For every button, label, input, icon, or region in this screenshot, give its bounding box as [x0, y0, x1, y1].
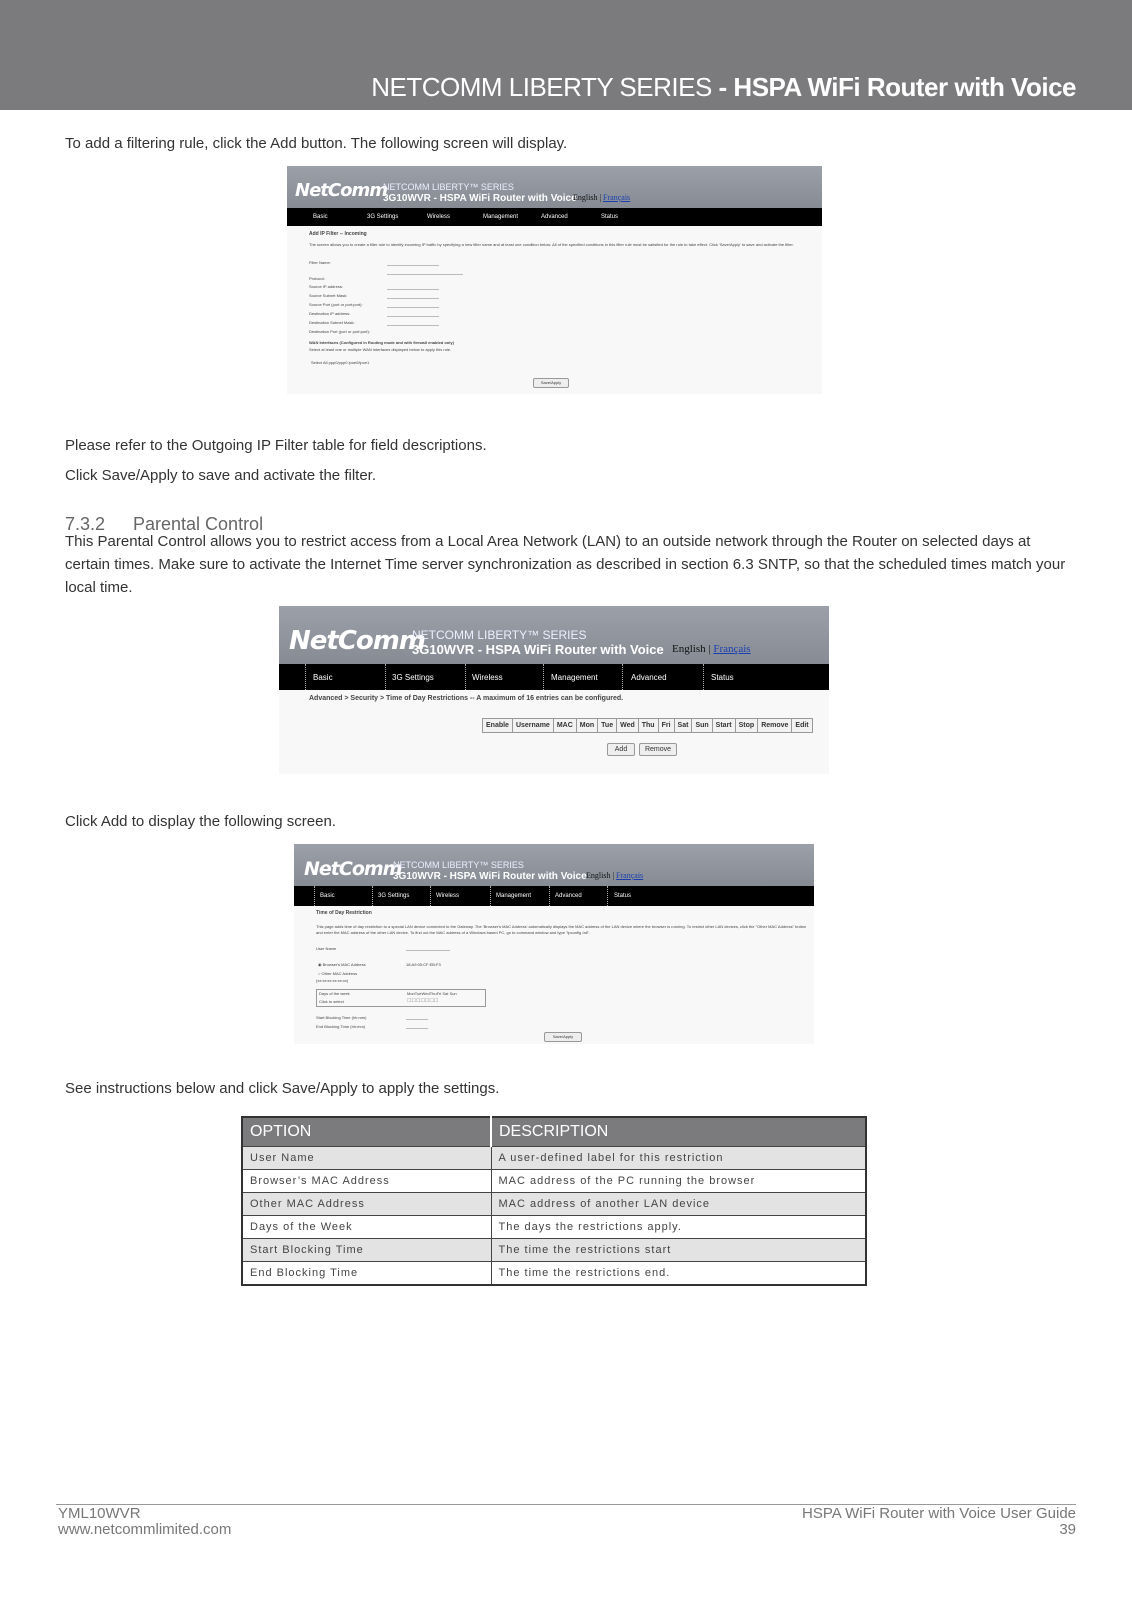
- nav-basic[interactable]: Basic: [313, 214, 328, 220]
- col-tue: Tue: [598, 719, 617, 733]
- section-number: 7.3.2: [65, 514, 106, 534]
- see-instructions-paragraph: See instructions below and click Save/Apply to apply the settings.: [65, 1080, 500, 1097]
- day-sun: Sun: [449, 991, 457, 996]
- table-row: [242, 1216, 866, 1239]
- col-mon: Mon: [576, 719, 597, 733]
- browser-mac-radio[interactable]: ◉ Browser's MAC Address: [318, 962, 366, 967]
- router-banner: [294, 844, 814, 886]
- option-cell: Days of the Week: [242, 1216, 491, 1239]
- field-src-mask: Source Subnet Mask:: [309, 293, 348, 298]
- other-mac-label: Other MAC Address: [321, 971, 358, 976]
- day-wed: Wed: [421, 991, 430, 996]
- table-header-row: [483, 719, 813, 733]
- option-cell: Browser’s MAC Address: [242, 1170, 491, 1193]
- router-series: NETCOMM LIBERTY™ SERIES: [412, 628, 587, 642]
- nav-separator: [549, 886, 550, 906]
- section-body: This Parental Control allows you to restrict access from a Local Area Network (LAN) to an outside network through the Router on selected days at certain times. Make sure to activate the Internet Time server synchronization as described in section 6.3 SNTP, so that the scheduled times match your local time.: [65, 533, 1066, 596]
- section-title: Parental Control: [133, 514, 264, 534]
- screenshot-time-of-day-form: [294, 844, 814, 1044]
- col-thu: Thu: [638, 719, 658, 733]
- start-time-input[interactable]: [406, 1019, 428, 1020]
- option-description-table: [241, 1116, 867, 1286]
- day-fri: Fri: [436, 991, 442, 996]
- description-cell: MAC address of another LAN device: [491, 1193, 866, 1216]
- nav-status[interactable]: Status: [711, 673, 734, 682]
- footer-guide-title: HSPA WiFi Router with Voice User Guide: [802, 1505, 1076, 1522]
- router-series: NETCOMM LIBERTY™ SERIES: [393, 860, 524, 870]
- col-sun: Sun: [692, 719, 712, 733]
- col-edit: Edit: [792, 719, 812, 733]
- table-row: [242, 1262, 866, 1286]
- description-cell: MAC address of the PC running the browser: [491, 1170, 866, 1193]
- lang-french[interactable]: Français: [603, 193, 631, 202]
- router-model: 3G10WVR - HSPA WiFi Router with Voice: [393, 871, 587, 882]
- nav-separator: [372, 886, 373, 906]
- option-cell: Start Blocking Time: [242, 1239, 491, 1262]
- description-cell: The time the restrictions start: [491, 1239, 866, 1262]
- col-fri: Fri: [658, 719, 674, 733]
- footer-page-number: 39: [1059, 1521, 1076, 1538]
- src-mask-input[interactable]: [387, 298, 439, 299]
- nav-advanced[interactable]: Advanced: [541, 214, 568, 220]
- mac-format-hint: (xx:xx:xx:xx:xx:xx): [316, 978, 349, 983]
- user-name-label: User Name: [316, 946, 337, 951]
- table-row: [242, 1147, 866, 1170]
- nav-separator: [465, 664, 466, 690]
- wan-subtext: Select at least one or multiple WAN interfaces displayed below to apply this rule.: [309, 347, 452, 352]
- breadcrumb: Advanced > Security > Time of Day Restrictions -- A maximum of 16 entries can be configured.: [309, 695, 624, 702]
- nav-management[interactable]: Management: [496, 893, 532, 899]
- filter-description: The screen allows you to create a filter rule to identify incoming IP traffic by specifying a new filter name and at least one condition below. All of the specified conditions in this filter rule must be satisfied for the rule to take effect. Click 'Save/Apply' to save and activate the filter.: [309, 242, 794, 247]
- nav-management[interactable]: Management: [551, 673, 598, 682]
- col-mac: MAC: [553, 719, 576, 733]
- table-row: [242, 1170, 866, 1193]
- field-src-ip: Source IP address:: [309, 284, 343, 289]
- wan-heading: WAN Interfaces (Configured in Routing mode and with firewall enabled only): [309, 340, 454, 345]
- nav-3g-settings[interactable]: 3G Settings: [367, 214, 399, 220]
- page-header-band: [0, 0, 1132, 110]
- col-enable: Enable: [483, 719, 513, 733]
- dst-mask-input[interactable]: [387, 325, 439, 326]
- days-label: Days of the week: [319, 991, 350, 996]
- day-checkboxes[interactable]: ☐☐☐☐☐☐☐: [407, 998, 439, 1004]
- lang-french[interactable]: Français: [713, 643, 751, 655]
- refer-paragraph: Please refer to the Outgoing IP Filter table for field descriptions.: [65, 437, 487, 454]
- header-description: DESCRIPTION: [491, 1117, 866, 1147]
- header-product: - HSPA WiFi Router with Voice: [718, 72, 1076, 102]
- days-table: [316, 989, 486, 1007]
- lang-french[interactable]: Français: [616, 871, 644, 880]
- description-cell: A user-defined label for this restriction: [491, 1147, 866, 1170]
- table-row: [242, 1193, 866, 1216]
- option-cell: Other MAC Address: [242, 1193, 491, 1216]
- nav-basic[interactable]: Basic: [320, 893, 335, 899]
- intro-paragraph: To add a filtering rule, click the Add button. The following screen will display.: [65, 135, 568, 152]
- filter-name-input[interactable]: [387, 265, 439, 266]
- nav-wireless[interactable]: Wireless: [427, 214, 451, 220]
- router-nav: [287, 208, 822, 226]
- language-switch: [586, 871, 643, 880]
- dst-ip-input[interactable]: [387, 316, 439, 317]
- time-of-day-table: [482, 718, 813, 733]
- nav-3g-settings[interactable]: 3G Settings: [392, 673, 434, 682]
- description-cell: The days the restrictions apply.: [491, 1216, 866, 1239]
- router-banner: [287, 166, 822, 208]
- col-username: Username: [512, 719, 553, 733]
- table-header-row: [242, 1117, 866, 1147]
- lang-english[interactable]: English |: [586, 871, 615, 880]
- end-time-input[interactable]: [406, 1028, 428, 1029]
- nav-separator: [305, 664, 306, 690]
- day-thu: Thu: [429, 991, 437, 996]
- col-stop: Stop: [735, 719, 758, 733]
- user-name-input[interactable]: [406, 950, 450, 951]
- netcomm-logo: NetComm: [295, 180, 387, 201]
- nav-separator: [430, 886, 431, 906]
- nav-separator: [490, 886, 491, 906]
- nav-status[interactable]: Status: [601, 214, 619, 220]
- col-start: Start: [712, 719, 735, 733]
- save-apply-button[interactable]: Save/Apply: [544, 1032, 582, 1042]
- day-tue: Tue: [414, 991, 422, 996]
- click-add-paragraph: Click Add to display the following screen.: [65, 813, 336, 830]
- wan-checkboxes[interactable]: Select All ppp0/ppp0 ipoe0/ipoe1: [311, 360, 370, 365]
- nav-wireless[interactable]: Wireless: [436, 893, 460, 899]
- form-heading: Time of Day Restriction: [316, 910, 372, 916]
- day-mon: Mon: [407, 991, 415, 996]
- nav-wireless[interactable]: Wireless: [472, 673, 503, 682]
- click-select-label: Click to select: [319, 999, 344, 1004]
- browser-mac-label: Browser's MAC Address: [322, 962, 366, 967]
- language-switch: [672, 643, 751, 655]
- router-series: NETCOMM LIBERTY™ SERIES: [383, 182, 514, 192]
- netcomm-logo: NetComm: [304, 858, 402, 880]
- router-model: 3G10WVR - HSPA WiFi Router with Voice: [412, 642, 664, 657]
- nav-status[interactable]: Status: [614, 893, 632, 899]
- router-nav: [279, 664, 829, 690]
- col-wed: Wed: [617, 719, 639, 733]
- field-protocol: Protocol:: [309, 276, 325, 281]
- description-cell: The time the restrictions end.: [491, 1262, 866, 1286]
- remove-button[interactable]: Remove: [639, 743, 677, 756]
- protocol-select[interactable]: [387, 274, 463, 275]
- header-option: OPTION: [242, 1117, 491, 1147]
- nav-separator: [607, 886, 608, 906]
- nav-separator: [385, 664, 386, 690]
- option-cell: User Name: [242, 1147, 491, 1170]
- nav-separator: [703, 664, 704, 690]
- footer-doc-code: YML10WVR: [58, 1505, 141, 1522]
- field-dst-port: Destination Port (port or port:port):: [309, 329, 370, 334]
- nav-3g-settings[interactable]: 3G Settings: [378, 893, 410, 899]
- field-src-port: Source Port (port or port:port):: [309, 302, 363, 307]
- start-time-label: Start Blocking Time (hh:mm): [316, 1015, 367, 1020]
- nav-management[interactable]: Management: [483, 214, 519, 220]
- nav-separator: [314, 886, 315, 906]
- screenshot-time-of-day-list: [279, 606, 829, 774]
- nav-separator: [543, 664, 544, 690]
- browser-mac-value: 18:A9:05:CF:EB:F3: [406, 962, 441, 967]
- screenshot-add-ip-filter: [287, 166, 822, 394]
- src-ip-input[interactable]: [387, 289, 439, 290]
- field-dst-ip: Destination IP address:: [309, 311, 351, 316]
- router-banner: [279, 606, 829, 664]
- end-time-label: End Blocking Time (hh:mm): [316, 1024, 366, 1029]
- form-description: This page adds time of day restriction to a special LAN device connected to the Gateway. The 'Browser's MAC Address' automatically displays the MAC address of the LAN device where the browser is running. To restrict other LAN devices, click the "Other MAC Address" button and enter the MAC address of the other LAN device. To find out the MAC address of a Windows based PC, go to command window and type "ipconfig /all".: [316, 924, 807, 935]
- footer-website: www.netcommlimited.com: [58, 1521, 232, 1538]
- lang-english[interactable]: English |: [672, 643, 711, 655]
- router-model: 3G10WVR - HSPA WiFi Router with Voice: [383, 193, 577, 204]
- language-switch: [573, 193, 630, 202]
- day-sat: Sat: [442, 991, 449, 996]
- save-paragraph: Click Save/Apply to save and activate the filter.: [65, 467, 376, 484]
- col-sat: Sat: [674, 719, 692, 733]
- field-filter-name: Filter Name:: [309, 260, 331, 265]
- table-row: [242, 1239, 866, 1262]
- days-header: [407, 991, 457, 996]
- field-dst-mask: Destination Subnet Mask:: [309, 320, 355, 325]
- lang-english[interactable]: English |: [573, 193, 602, 202]
- nav-basic[interactable]: Basic: [313, 673, 333, 682]
- nav-advanced[interactable]: Advanced: [631, 673, 667, 682]
- save-apply-button[interactable]: Save/Apply: [533, 378, 569, 388]
- nav-separator: [622, 664, 623, 690]
- filter-heading: Add IP Filter -- Incoming: [309, 231, 367, 237]
- nav-advanced[interactable]: Advanced: [555, 893, 582, 899]
- col-remove: Remove: [758, 719, 792, 733]
- other-mac-radio[interactable]: ○ Other MAC Address: [318, 971, 358, 976]
- add-button[interactable]: Add: [607, 743, 635, 756]
- src-port-input[interactable]: [387, 307, 439, 308]
- option-cell: End Blocking Time: [242, 1262, 491, 1286]
- router-nav: [294, 886, 814, 906]
- header-series: NETCOMM LIBERTY SERIES: [371, 72, 712, 102]
- netcomm-logo: NetComm: [289, 626, 425, 656]
- page-header-title: [371, 72, 1076, 103]
